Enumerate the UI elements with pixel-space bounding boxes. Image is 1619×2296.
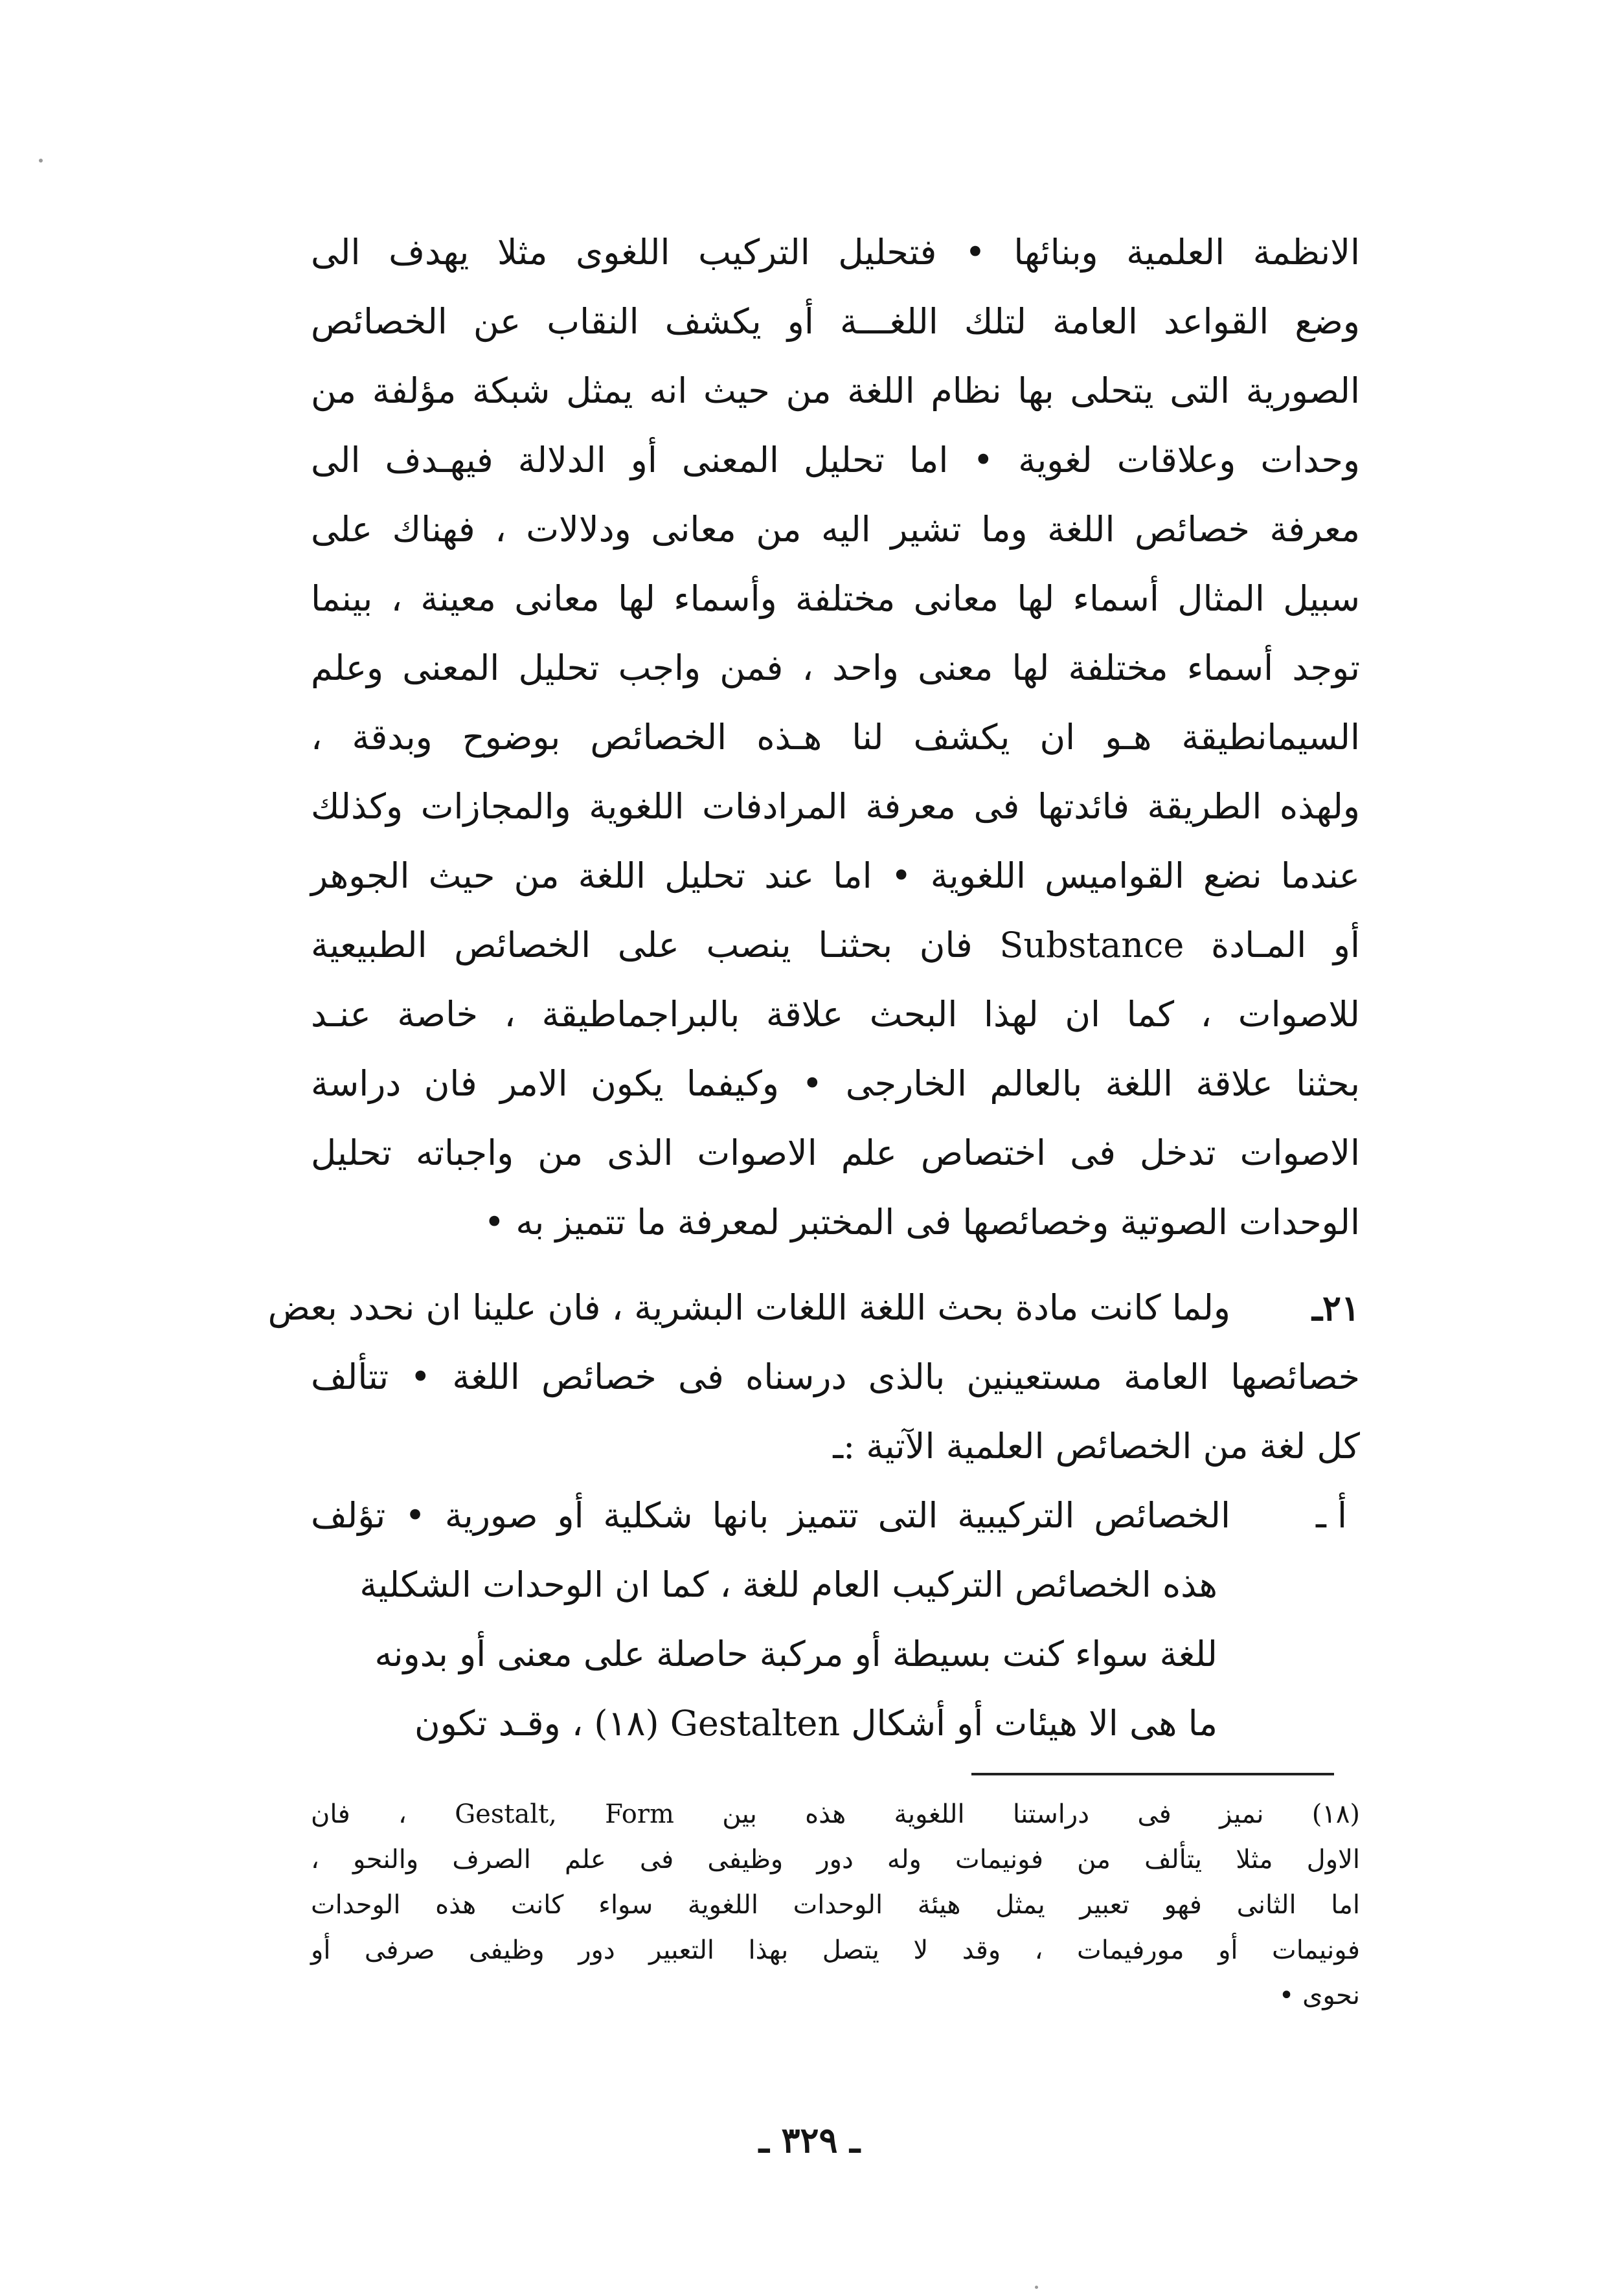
item-line: هذه الخصائص التركيب العام للغة ، كما ان الوحدات الشكلية xyxy=(359,1564,1217,1605)
footnote-line: (١٨) نميز فى دراستنا اللغوية هذه بين Gestalt, Form ، فان xyxy=(311,1799,1360,1829)
item-marker: أ ـ xyxy=(1316,1495,1347,1536)
body-line: الوحدات الصوتية وخصائصها فى المختبر لمعرفة ما تتميز به • xyxy=(484,1202,1360,1243)
body-line: وحدات وعلاقات لغوية • اما تحليل المعنى أو الدلالة فيهـدف الى xyxy=(311,440,1360,480)
section-line: خصائصها العامة مستعينين بالذى درسناه فى خصائص اللغة • تتألف xyxy=(311,1356,1360,1397)
footnote-separator xyxy=(971,1773,1334,1775)
item-line: الخصائص التركيبية التى تتميز بانها شكلية أو صورية • تؤلف xyxy=(311,1495,1230,1536)
body-line: للاصوات ، كما ان لهذا البحث علاقة بالبراجماطيقة ، خاصة عنـد xyxy=(311,994,1360,1035)
section-line: ولما كانت مادة بحث اللغة اللغات البشرية ، فان علينا ان نحدد بعض xyxy=(267,1287,1230,1328)
body-line: بحثنا علاقة اللغة بالعالم الخارجى • وكيفما يكون الامر فان دراسة xyxy=(311,1063,1360,1104)
body-line: السيمانطيقة هـو ان يكشف لنا هـذه الخصائص بوضوح وبدقة ، xyxy=(311,717,1360,758)
body-line: الاصوات تدخل فى اختصاص علم الاصوات الذى من واجباته تحليل xyxy=(311,1132,1360,1173)
body-line: الانظمة العلمية وبنائها • فتحليل التركيب اللغوى مثلا يهدف الى xyxy=(311,232,1360,273)
body-line: الصورية التى يتحلى بها نظام اللغة من حيث انه يمثل شبكة مؤلفة من xyxy=(311,370,1360,411)
scan-speck xyxy=(39,159,43,163)
footnote-line: الاول مثلا يتألف من فونيمات وله دور وظيفى فى علم الصرف والنحو ، xyxy=(311,1845,1360,1874)
footnote-line: نحوى • xyxy=(1278,1981,1360,2010)
body-line: عندما نضع القواميس اللغوية • اما عند تحليل اللغة من حيث الجوهر xyxy=(311,855,1360,896)
footnote-line: فونيمات أو مورفيمات ، وقد لا يتصل بهذا التعبير دور وظيفى صرفى أو xyxy=(311,1935,1360,1965)
body-line: ولهذه الطريقة فائدتها فى معرفة المرادفات اللغوية والمجازات وكذلك xyxy=(311,786,1360,827)
footnote-line: اما الثانى فهو تعبير يمثل هيئة الوحدات اللغوية سواء كانت هذه الوحدات xyxy=(311,1890,1360,1920)
section-number: ٢١ـ xyxy=(1312,1287,1360,1329)
body-line: أو المـادة Substance فان بحثنـا ينصب على الخصائص الطبيعية xyxy=(311,925,1360,965)
page-number: ـ ٣٢٩ ـ xyxy=(758,2119,861,2161)
scan-speck xyxy=(1035,2286,1038,2289)
body-line: وضع القواعد العامة لتلك اللغـــة أو يكشف النقاب عن الخصائص xyxy=(311,301,1360,342)
item-line: للغة سواء كنت بسيطة أو مركبة حاصلة على معنى أو بدونه xyxy=(374,1634,1217,1674)
body-line: توجد أسماء مختلفة لها معنى واحد ، فمن واجب تحليل المعنى وعلم xyxy=(311,647,1360,688)
section-line: كل لغة من الخصائص العلمية الآتية :ـ xyxy=(833,1426,1360,1467)
body-line: سبيل المثال أسماء لها معانى مختلفة وأسماء لها معانى معينة ، بينما xyxy=(311,578,1360,619)
item-line: ما هى الا هيئات أو أشكال Gestalten (١٨) ، وقـد تكون xyxy=(414,1703,1217,1744)
body-line: معرفة خصائص اللغة وما تشير اليه من معانى ودلالات ، فهناك على xyxy=(311,509,1360,550)
